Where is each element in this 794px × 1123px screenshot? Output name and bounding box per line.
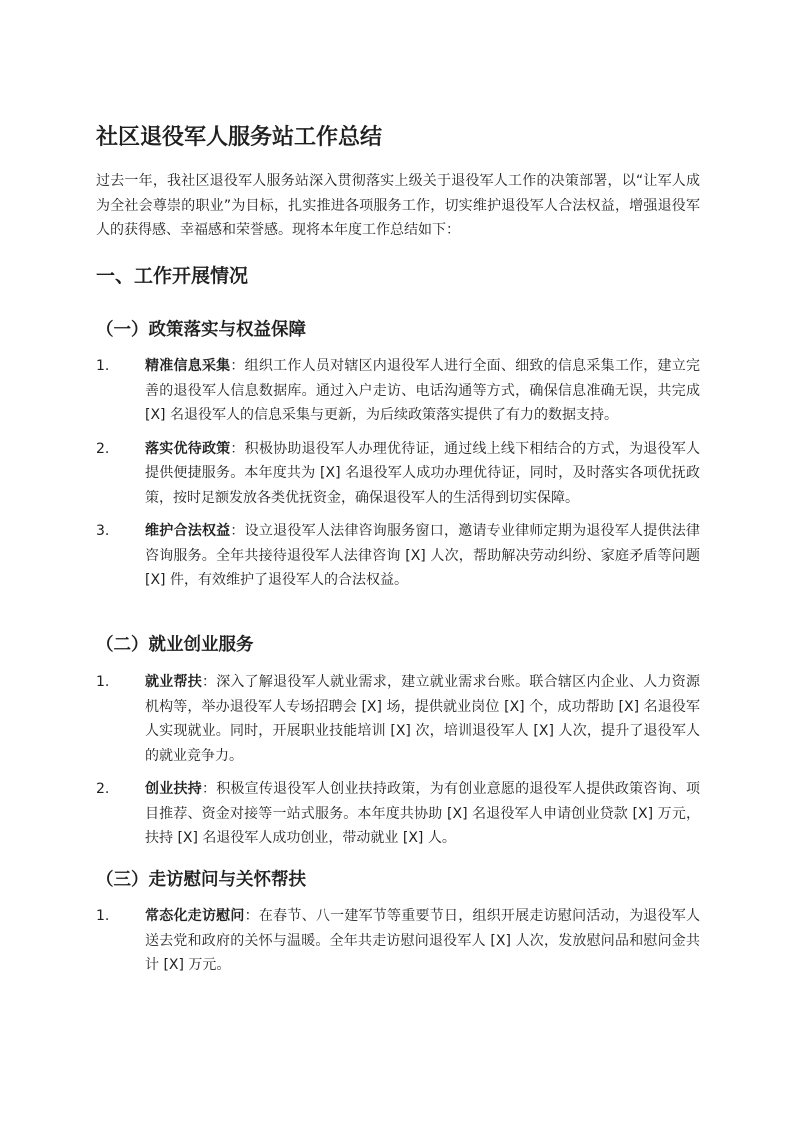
subsection-heading-visits: （三）走访慰问与关怀帮扶	[96, 870, 306, 890]
list-number: 1.	[96, 908, 110, 924]
visits-list	[96, 904, 700, 987]
list-number: 2.	[96, 781, 110, 797]
list-number: 1.	[96, 674, 110, 690]
list-item	[96, 437, 700, 511]
list-term: 落实优待政策	[145, 440, 231, 457]
list-text: ：组织工作人员对辖区内退役军人进行全面、细致的信息采集工作，建立完善的退役军人信息数据库。通过入户走访、电话沟通等方式，确保信息准确无误，共完成 [X] 名退役军人的信息采集与更新，为后续政策落实提供了有力的数据支持。	[145, 358, 700, 423]
list-item	[96, 670, 700, 768]
list-item	[96, 354, 700, 428]
list-number: 1.	[96, 358, 110, 374]
list-text: ：积极宣传退役军人创业扶持政策，为有创业意愿的退役军人提供政策咨询、项目推荐、资金对接等一站式服务。本年度共协助 [X] 名退役军人申请创业贷款 [X] 万元，扶持 [X] 名退役军人成功创业，带动就业 [X] 人。	[145, 781, 701, 846]
list-text: ：设立退役军人法律咨询服务窗口，邀请专业律师定期为退役军人提供法律咨询服务。全年共接待退役军人法律咨询 [X] 人次，帮助解决劳动纠纷、家庭矛盾等问题 [X] 件，有效维护了退役军人的合法权益。	[145, 523, 700, 588]
list-term: 就业帮扶	[145, 674, 202, 690]
list-number: 3.	[96, 523, 110, 539]
list-term: 常态化走访慰问	[145, 908, 245, 924]
intro-paragraph: 过去一年，我社区退役军人服务站深入贯彻落实上级关于退役军人工作的决策部署，以“让军人成为全社会尊崇的职业”为目标，扎实推进各项服务工作，切实维护退役军人合法权益，增强退役军人的获得感、幸福感和荣誉感。现将本年度工作总结如下：	[96, 173, 700, 238]
subsection-heading-policy: （一）政策落实与权益保障	[96, 320, 306, 340]
policy-list	[96, 354, 700, 602]
list-text: ：深入了解退役军人就业需求，建立就业需求台账。联合辖区内企业、人力资源机构等，举办退役军人专场招聘会 [X] 场，提供就业岗位 [X] 个，成功帮助 [X] 名退役军人实现就业。同时，开展职业技能培训 [X] 次，培训退役军人 [X] 人次，提升了退役军人的就业竞争力。	[145, 674, 701, 764]
subsection-heading-employment: （二）就业创业服务	[96, 635, 254, 655]
list-number: 2.	[96, 440, 110, 457]
list-item	[96, 904, 700, 978]
list-item	[96, 519, 700, 593]
document-title: 社区退役军人服务站工作总结	[96, 125, 383, 150]
section-heading-work: 一、工作开展情况	[96, 265, 249, 287]
list-text: ：在春节、八一建军节等重要节日，组织开展走访慰问活动，为退役军人送去党和政府的关怀与温暖。全年共走访慰问退役军人 [X] 人次，发放慰问品和慰问金共计 [X] 万元。	[145, 908, 701, 973]
list-term: 创业扶持	[145, 781, 202, 797]
list-text: ：积极协助退役军人办理优待证，通过线上线下相结合的方式，为退役军人提供便捷服务。本年度共为 [X] 名退役军人成功办理优待证，同时，及时落实各项优抚政策，按时足额发放各类优抚资金，确保退役军人的生活得到切实保障。	[145, 440, 700, 506]
employment-list	[96, 670, 700, 860]
list-item	[96, 777, 700, 851]
list-term: 维护合法权益	[145, 523, 231, 539]
list-term: 精准信息采集	[145, 358, 231, 374]
